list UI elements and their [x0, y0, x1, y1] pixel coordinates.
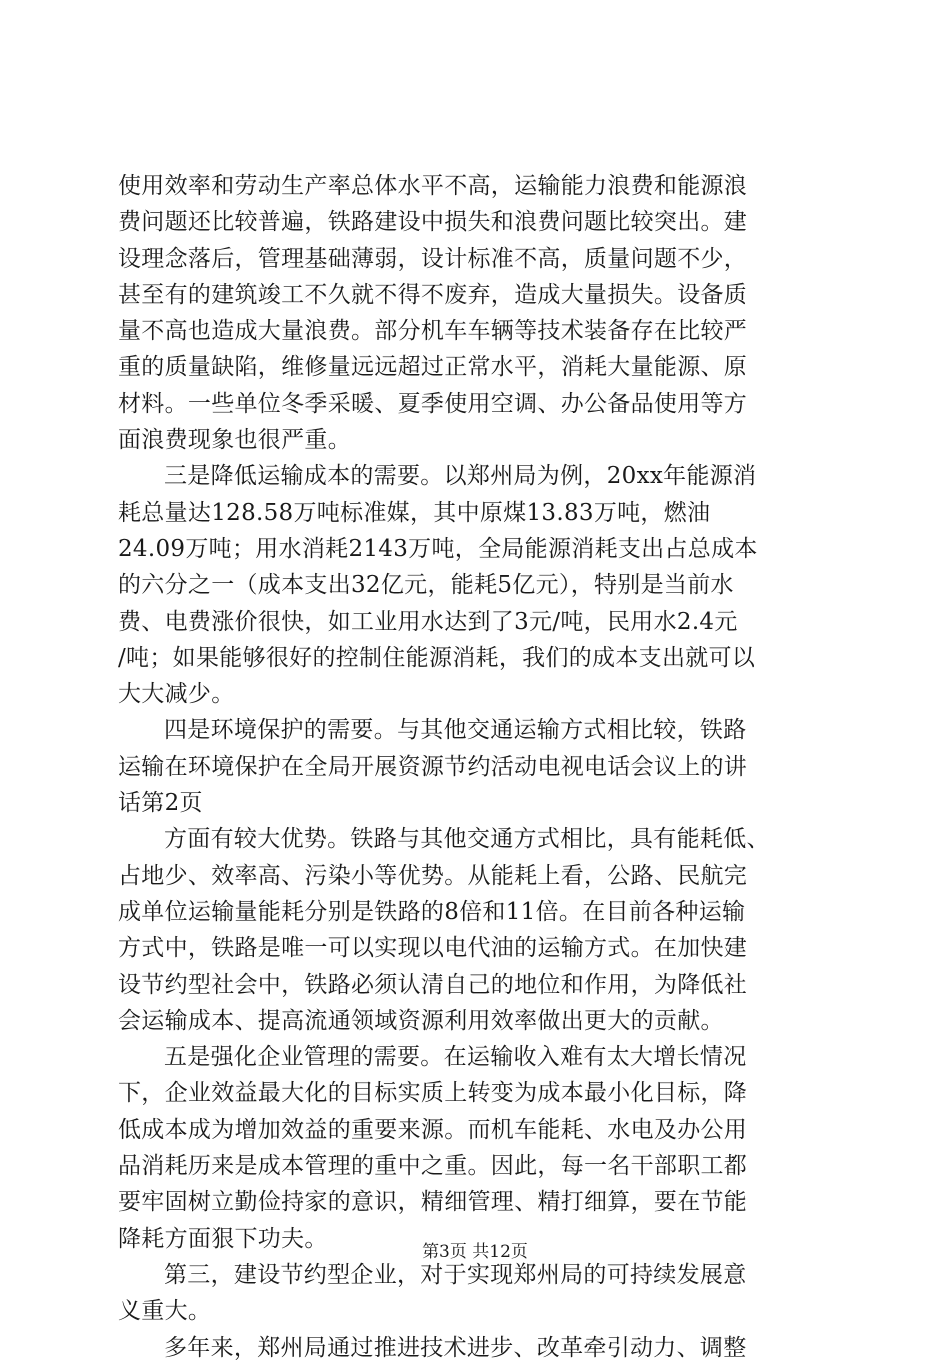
text-line: 耗总量达128.58万吨标准媒，其中原煤13.83万吨，燃油 — [118, 499, 711, 526]
text-line: 成单位运输量能耗分别是铁路的8倍和11倍。在目前各种运输 — [118, 898, 746, 925]
text-line: 费问题还比较普遍，铁路建设中损失和浪费问题比较突出。建 — [118, 209, 748, 236]
text-line: 话第2页 — [118, 790, 203, 817]
text-line: 设理念落后，管理基础薄弱，设计标准不高，质量问题不少， — [118, 245, 748, 272]
text-line: 占地少、效率高、污染小等优势。从能耗上看，公路、民航完 — [118, 862, 748, 889]
text-line: 降耗方面狠下功夫。 — [118, 1225, 328, 1252]
text-line: 五是强化企业管理的需要。在运输收入难有太大增长情况 — [164, 1044, 747, 1071]
text-line: 会运输成本、提高流通领域资源利用效率做出更大的贡献。 — [118, 1007, 724, 1034]
text-line: 义重大。 — [118, 1298, 212, 1325]
text-line: 使用效率和劳动生产率总体水平不高，运输能力浪费和能源浪 — [118, 173, 748, 199]
text-line: 甚至有的建筑竣工不久就不得不废弃，造成大量损失。设备质 — [118, 281, 748, 308]
text-line: 第三，建设节约型企业，对于实现郑州局的可持续发展意 — [164, 1261, 747, 1288]
text-line: 大大减少。 — [118, 681, 235, 708]
text-line: 四是环境保护的需要。与其他交通运输方式相比较，铁路 — [164, 717, 747, 744]
document-body — [118, 168, 838, 1366]
text-line: /吨；如果能够很好的控制住能源消耗，我们的成本支出就可以 — [118, 644, 756, 671]
text-line: 方面有较大优势。铁路与其他交通方式相比，具有能耗低、 — [164, 826, 770, 853]
text-line: 24.09万吨；用水消耗2143万吨，全局能源消耗支出占总成本 — [118, 535, 758, 562]
text-line: 费、电费涨价很快，如工业用水达到了3元/吨，民用水2.4元 — [118, 608, 738, 635]
text-line: 方式中，铁路是唯一可以实现以电代油的运输方式。在加快建 — [118, 935, 748, 962]
text-line: 下，企业效益最大化的目标实质上转变为成本最小化目标，降 — [118, 1080, 748, 1107]
text-line: 品消耗历来是成本管理的重中之重。因此，每一名干部职工都 — [118, 1153, 748, 1180]
text-line: 面浪费现象也很严重。 — [118, 427, 351, 454]
text-line: 多年来，郑州局通过推进技术进步、改革牵引动力、调整 — [164, 1334, 747, 1361]
text-line: 的六分之一（成本支出32亿元，能耗5亿元），特别是当前水 — [118, 572, 734, 599]
text-line: 运输在环境保护在全局开展资源节约活动电视电话会议上的讲 — [118, 753, 748, 780]
text-line: 重的质量缺陷，维修量远远超过正常水平，消耗大量能源、原 — [118, 354, 748, 381]
text-line: 量不高也造成大量浪费。部分机车车辆等技术装备存在比较严 — [118, 318, 748, 345]
page-footer: 第3页 共12页 — [422, 1242, 528, 1262]
text-line: 三是降低运输成本的需要。以郑州局为例，20xx年能源消 — [164, 463, 757, 490]
text-line: 材料。一些单位冬季采暖、夏季使用空调、办公备品使用等方 — [118, 390, 748, 417]
text-line: 低成本成为增加效益的重要来源。而机车能耗、水电及办公用 — [118, 1116, 748, 1143]
text-line: 设节约型社会中，铁路必须认清自己的地位和作用，为降低社 — [118, 971, 748, 998]
text-line: 要牢固树立勤俭持家的意识，精细管理、精打细算，要在节能 — [118, 1189, 748, 1216]
